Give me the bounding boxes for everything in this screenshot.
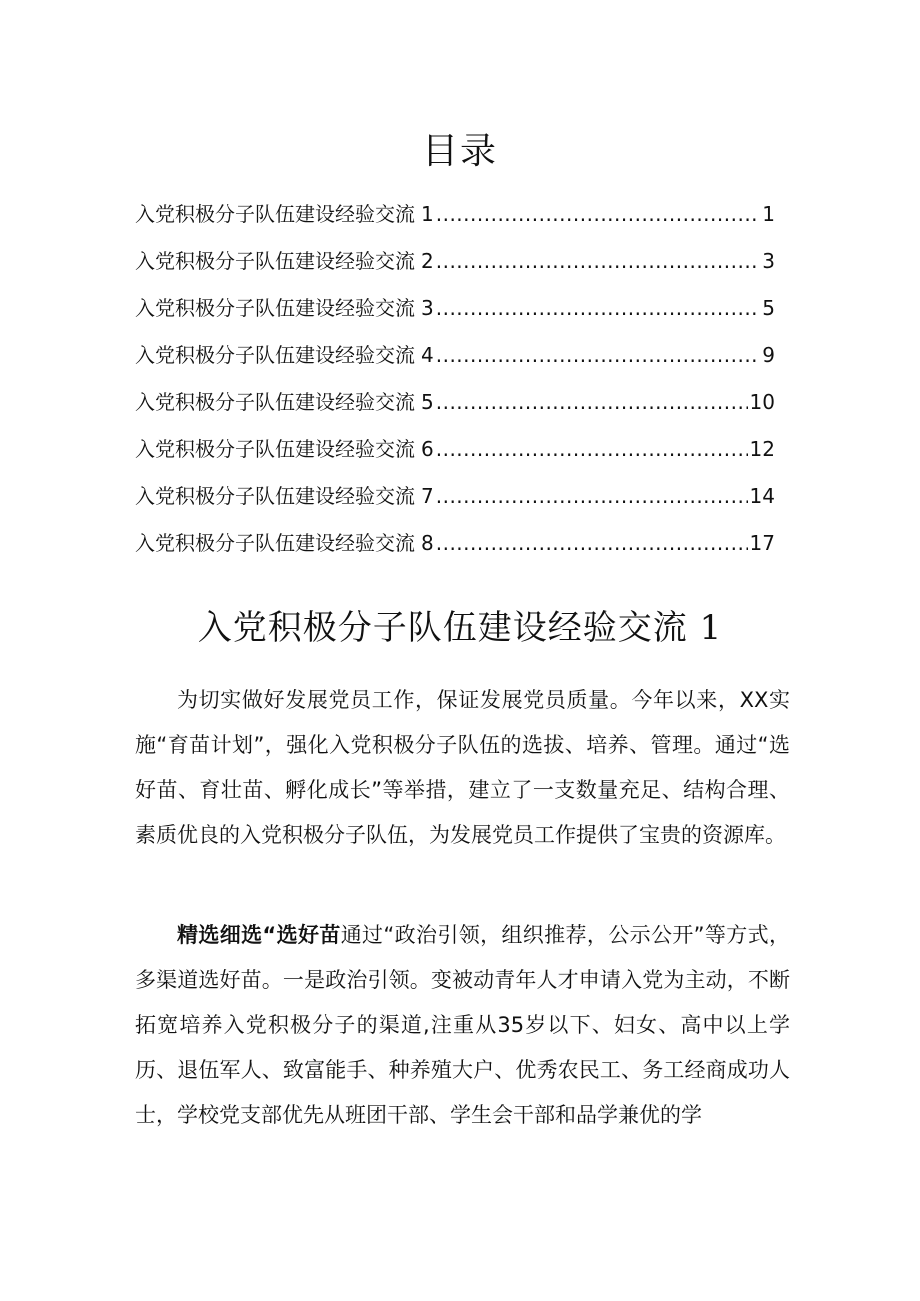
toc-entry-page: 17 <box>749 531 775 555</box>
toc-dot-leader <box>436 386 748 418</box>
table-of-contents <box>135 198 775 574</box>
toc-entry-label: 入党积极分子队伍建设经验交流 <box>135 390 415 414</box>
toc-entry-number: 7 <box>421 484 434 508</box>
toc-entry-number: 1 <box>421 202 434 226</box>
toc-entry-page: 10 <box>749 390 775 414</box>
article-heading: 入党积极分子队伍建设经验交流 1 <box>197 608 723 648</box>
toc-entry[interactable] <box>135 386 775 433</box>
toc-dot-leader <box>436 339 761 371</box>
toc-title: 目录 <box>421 131 498 172</box>
toc-dot-leader <box>436 245 761 277</box>
toc-entry[interactable] <box>135 198 775 245</box>
toc-entry-label: 入党积极分子队伍建设经验交流 <box>135 531 415 555</box>
toc-entry-page: 5 <box>762 296 775 320</box>
toc-entry[interactable] <box>135 527 775 574</box>
article-paragraph: 为切实做好发展党员工作，保证发展党员质量。今年以来，XX实施“育苗计划”，强化入党积极分子队伍的选拔、培养、管理。通过“选好苗、育壮苗、孵化成长”等举措，建立了一支数量充足、结构合理、素质优良的入党积极分子队伍，为发展党员工作提供了宝贵的资源库。 <box>135 688 790 847</box>
toc-entry-page: 14 <box>749 484 775 508</box>
toc-entry-number: 3 <box>421 296 434 320</box>
article-paragraph <box>135 913 790 1138</box>
toc-entry-page: 3 <box>762 249 775 273</box>
toc-entry-page: 9 <box>762 343 775 367</box>
toc-entry[interactable] <box>135 245 775 292</box>
toc-entry-number: 8 <box>421 531 434 555</box>
toc-entry-number: 6 <box>421 437 434 461</box>
toc-entry-label: 入党积极分子队伍建设经验交流 <box>135 343 415 367</box>
toc-dot-leader <box>436 292 761 324</box>
toc-entry-number: 5 <box>421 390 434 414</box>
toc-entry-label: 入党积极分子队伍建设经验交流 <box>135 437 415 461</box>
toc-entry[interactable] <box>135 339 775 386</box>
toc-dot-leader <box>436 480 748 512</box>
toc-dot-leader <box>436 527 748 559</box>
toc-entry-number: 4 <box>421 343 434 367</box>
toc-entry-label: 入党积极分子队伍建设经验交流 <box>135 296 415 320</box>
toc-entry-label: 入党积极分子队伍建设经验交流 <box>135 484 415 508</box>
toc-entry-label: 入党积极分子队伍建设经验交流 <box>135 249 415 273</box>
paragraph-lead-heading: 精选细选“选好苗 <box>177 923 341 947</box>
toc-entry-page: 1 <box>762 202 775 226</box>
toc-entry[interactable] <box>135 292 775 339</box>
paragraph-body-text: 通过“政治引领，组织推荐，公示公开”等方式，多渠道选好苗。一是政治引领。变被动青年人才申请入党为主动，不断拓宽培养入党积极分子的渠道,注重从35岁以下、妇女、高中以上学历、退伍军人、致富能手、种养殖大户、优秀农民工、务工经商成功人士，学校党支部优先从班团干部、学生会干部和品学兼优的学 <box>135 923 790 1127</box>
toc-entry-label: 入党积极分子队伍建设经验交流 <box>135 202 415 226</box>
toc-entry[interactable] <box>135 480 775 527</box>
toc-entry[interactable] <box>135 433 775 480</box>
toc-entry-number: 2 <box>421 249 434 273</box>
toc-dot-leader <box>436 198 761 230</box>
toc-entry-page: 12 <box>749 437 775 461</box>
toc-dot-leader <box>436 433 748 465</box>
